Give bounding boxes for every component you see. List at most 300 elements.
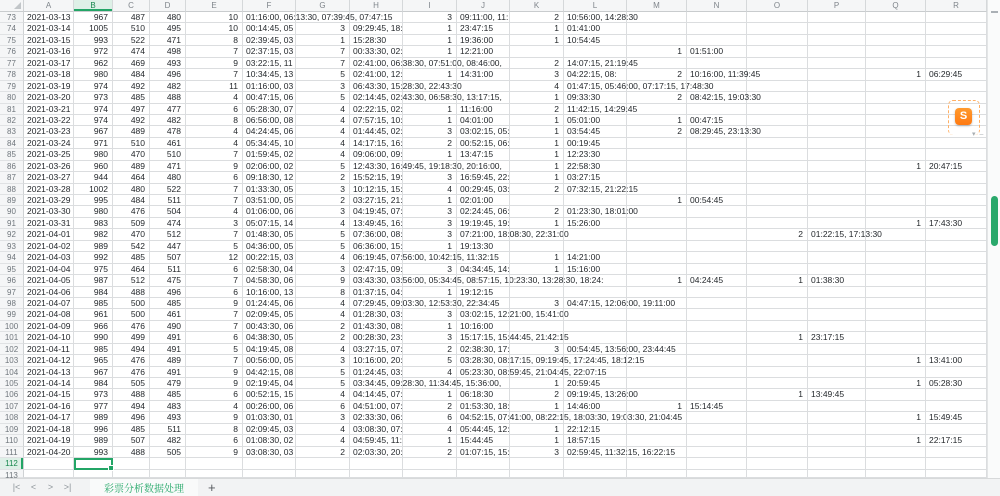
cell-P75[interactable] [808,35,866,46]
cell-E100[interactable]: 7 [186,321,243,332]
cell-P88[interactable] [808,184,866,195]
cell-K96[interactable] [510,275,564,286]
cell-P104[interactable] [808,367,866,378]
cell-C111[interactable]: 488 [113,447,150,458]
cell-K81[interactable]: 2 [510,104,564,115]
cell-Q100[interactable] [866,321,926,332]
cell-J88[interactable]: 00:29:45, 03: [457,184,510,195]
add-sheet-button[interactable]: + [208,479,216,495]
cell-A90[interactable]: 2021-03-30 [24,206,74,217]
cell-L100[interactable] [564,321,627,332]
cell-I81[interactable]: 1 [403,104,457,115]
cell-J107[interactable]: 01:53:30, 18: [457,401,510,412]
cell-K79[interactable]: 4 [510,81,564,92]
row-header-102[interactable]: 102 [0,344,24,355]
cell-B93[interactable]: 989 [74,241,113,252]
cell-R90[interactable] [926,206,987,217]
cell-L111[interactable]: 02:59:45, 11:32:15, 16:22:15 [564,447,627,458]
cell-E104[interactable]: 9 [186,367,243,378]
cell-O90[interactable] [747,206,808,217]
cell-A103[interactable]: 2021-04-12 [24,355,74,366]
cell-L98[interactable]: 04:47:15, 12:06:00, 19:11:00 [564,298,627,309]
cell-O111[interactable] [747,447,808,458]
cell-E97[interactable]: 6 [186,287,243,298]
cell-D75[interactable]: 471 [150,35,186,46]
cell-D104[interactable]: 491 [150,367,186,378]
cell-J97[interactable]: 19:12:15 [457,287,510,298]
cell-C82[interactable]: 492 [113,115,150,126]
cell-G74[interactable]: 3 [296,23,350,34]
cell-E112[interactable] [186,458,243,469]
cell-L82[interactable]: 05:01:00 [564,115,627,126]
cell-A84[interactable]: 2021-03-24 [24,138,74,149]
cell-K87[interactable]: 1 [510,172,564,183]
cell-K102[interactable]: 3 [510,344,564,355]
cell-M109[interactable] [627,424,687,435]
cell-P98[interactable] [808,298,866,309]
cell-D110[interactable]: 482 [150,435,186,446]
cell-F103[interactable]: 00:56:00, 05 [243,355,296,366]
cell-E86[interactable]: 9 [186,161,243,172]
cell-F85[interactable]: 01:59:45, 02 [243,149,296,160]
cell-L93[interactable] [564,241,627,252]
cell-M86[interactable] [627,161,687,172]
cell-G86[interactable]: 5 [296,161,350,172]
cell-D107[interactable]: 483 [150,401,186,412]
fill-handle[interactable] [108,465,114,471]
cell-G77[interactable]: 7 [296,58,350,69]
cell-J80[interactable] [457,92,510,103]
cell-A80[interactable]: 2021-03-20 [24,92,74,103]
cell-G89[interactable]: 2 [296,195,350,206]
scroll-up-icon[interactable] [991,11,998,13]
cell-C96[interactable]: 512 [113,275,150,286]
column-header-J[interactable]: J [457,0,510,12]
row-header-105[interactable]: 105 [0,378,24,389]
cell-L97[interactable] [564,287,627,298]
cell-H102[interactable]: 03:27:15, 07: [350,344,403,355]
cell-E84[interactable]: 4 [186,138,243,149]
cell-F84[interactable]: 05:34:45, 10 [243,138,296,149]
cell-P83[interactable] [808,126,866,137]
cell-I91[interactable]: 3 [403,218,457,229]
cell-E83[interactable]: 4 [186,126,243,137]
cell-N80[interactable]: 08:42:15, 19:03:30 [687,92,747,103]
cell-Q104[interactable] [866,367,926,378]
cell-G97[interactable]: 8 [296,287,350,298]
cell-I88[interactable]: 4 [403,184,457,195]
cell-R95[interactable] [926,264,987,275]
cell-J74[interactable]: 23:47:15 [457,23,510,34]
cell-B111[interactable]: 993 [74,447,113,458]
cell-E87[interactable]: 6 [186,172,243,183]
row-header-106[interactable]: 106 [0,389,24,400]
cell-C112[interactable] [113,458,150,469]
cell-B105[interactable]: 984 [74,378,113,389]
cell-N76[interactable]: 01:51:00 [687,46,747,57]
cell-C101[interactable]: 499 [113,332,150,343]
cell-J99[interactable]: 03:02:15, 12:21:00, 15:41:00 [457,309,510,320]
cell-G81[interactable]: 4 [296,104,350,115]
cell-J87[interactable]: 16:59:45, 22: [457,172,510,183]
cell-Q111[interactable] [866,447,926,458]
cell-K98[interactable]: 3 [510,298,564,309]
cell-R99[interactable] [926,309,987,320]
cell-G106[interactable]: 4 [296,389,350,400]
cell-N83[interactable]: 08:29:45, 23:13:30 [687,126,747,137]
cell-F82[interactable]: 06:56:00, 08 [243,115,296,126]
cell-D113[interactable] [150,470,186,478]
cell-R106[interactable] [926,389,987,400]
cell-E79[interactable]: 11 [186,81,243,92]
cell-G76[interactable]: 7 [296,46,350,57]
cell-R105[interactable]: 05:28:30 [926,378,987,389]
cell-O84[interactable] [747,138,808,149]
cell-D74[interactable]: 495 [150,23,186,34]
cell-R75[interactable] [926,35,987,46]
row-header-111[interactable]: 111 [0,447,24,458]
cell-B78[interactable]: 980 [74,69,113,80]
cell-E78[interactable]: 7 [186,69,243,80]
cell-B94[interactable]: 992 [74,252,113,263]
cell-A98[interactable]: 2021-04-07 [24,298,74,309]
cell-G90[interactable]: 3 [296,206,350,217]
cell-B82[interactable]: 974 [74,115,113,126]
cell-D109[interactable]: 511 [150,424,186,435]
cell-K93[interactable] [510,241,564,252]
cell-I107[interactable]: 2 [403,401,457,412]
cell-G100[interactable]: 2 [296,321,350,332]
cell-N82[interactable]: 00:47:15 [687,115,747,126]
cell-B97[interactable]: 984 [74,287,113,298]
cell-D76[interactable]: 498 [150,46,186,57]
cell-L75[interactable]: 10:54:45 [564,35,627,46]
cell-C95[interactable]: 464 [113,264,150,275]
cell-I86[interactable] [403,161,457,172]
cell-L84[interactable]: 00:19:45 [564,138,627,149]
cell-A86[interactable]: 2021-03-26 [24,161,74,172]
cell-H75[interactable]: 15:28:30 [350,35,403,46]
cell-O99[interactable] [747,309,808,320]
cell-D91[interactable]: 474 [150,218,186,229]
cell-N74[interactable] [687,23,747,34]
last-sheet-icon[interactable]: >| [63,482,72,492]
cell-I73[interactable]: 3 [403,12,457,23]
cell-B99[interactable]: 961 [74,309,113,320]
cell-R109[interactable] [926,424,987,435]
cell-J110[interactable]: 15:44:45 [457,435,510,446]
cell-L74[interactable]: 01:41:00 [564,23,627,34]
row-header-90[interactable]: 90 [0,206,24,217]
cell-N106[interactable] [687,389,747,400]
cell-G109[interactable]: 4 [296,424,350,435]
cell-J103[interactable]: 03:28:30, 08:17:15, 09:19:45, 17:24:45, 18:12:15 [457,355,510,366]
cell-H103[interactable]: 10:16:00, 20: [350,355,403,366]
cell-A97[interactable]: 2021-04-06 [24,287,74,298]
cell-K88[interactable]: 2 [510,184,564,195]
cell-I77[interactable] [403,58,457,69]
cell-A100[interactable]: 2021-04-09 [24,321,74,332]
cell-P105[interactable] [808,378,866,389]
cell-D80[interactable]: 488 [150,92,186,103]
cell-I92[interactable]: 3 [403,229,457,240]
cell-M93[interactable] [627,241,687,252]
cell-B107[interactable]: 977 [74,401,113,412]
cell-Q113[interactable] [866,470,926,478]
cell-M94[interactable] [627,252,687,263]
cell-G104[interactable]: 5 [296,367,350,378]
row-header-99[interactable]: 99 [0,309,24,320]
cell-Q78[interactable]: 1 [866,69,926,80]
cell-O79[interactable] [747,81,808,92]
cell-P99[interactable] [808,309,866,320]
cell-A94[interactable]: 2021-04-03 [24,252,74,263]
cell-H106[interactable]: 04:14:45, 07: [350,389,403,400]
cell-P109[interactable] [808,424,866,435]
cell-O103[interactable] [747,355,808,366]
cell-E73[interactable]: 10 [186,12,243,23]
cell-Q93[interactable] [866,241,926,252]
cell-I83[interactable]: 3 [403,126,457,137]
cell-E111[interactable]: 9 [186,447,243,458]
cell-D108[interactable]: 493 [150,412,186,423]
cell-N90[interactable] [687,206,747,217]
cell-P102[interactable] [808,344,866,355]
cell-Q99[interactable] [866,309,926,320]
cell-C73[interactable]: 487 [113,12,150,23]
cell-H83[interactable]: 01:44:45, 02: [350,126,403,137]
cell-K73[interactable]: 2 [510,12,564,23]
cell-R113[interactable] [926,470,987,478]
cell-R86[interactable]: 20:47:15 [926,161,987,172]
row-header-84[interactable]: 84 [0,138,24,149]
cell-G95[interactable]: 3 [296,264,350,275]
cell-F77[interactable]: 03:22:15, 11 [243,58,296,69]
cell-B73[interactable]: 967 [74,12,113,23]
cell-E106[interactable]: 6 [186,389,243,400]
cell-Q77[interactable] [866,58,926,69]
cell-Q74[interactable] [866,23,926,34]
cell-G103[interactable]: 3 [296,355,350,366]
cell-N113[interactable] [687,470,747,478]
cell-D82[interactable]: 482 [150,115,186,126]
cell-P100[interactable] [808,321,866,332]
cell-C110[interactable]: 507 [113,435,150,446]
cell-G93[interactable]: 5 [296,241,350,252]
cell-I94[interactable] [403,252,457,263]
cell-I106[interactable]: 1 [403,389,457,400]
cell-B86[interactable]: 960 [74,161,113,172]
cell-N97[interactable] [687,287,747,298]
cell-I85[interactable]: 1 [403,149,457,160]
cell-D101[interactable]: 491 [150,332,186,343]
cell-A104[interactable]: 2021-04-13 [24,367,74,378]
cell-R85[interactable] [926,149,987,160]
cell-M100[interactable] [627,321,687,332]
cell-L88[interactable]: 07:32:15, 21:22:15 [564,184,627,195]
cell-M73[interactable] [627,12,687,23]
cell-D88[interactable]: 522 [150,184,186,195]
cell-N79[interactable] [687,81,747,92]
cell-G88[interactable]: 3 [296,184,350,195]
cell-O106[interactable]: 1 [747,389,808,400]
cell-B108[interactable]: 989 [74,412,113,423]
cell-L76[interactable] [564,46,627,57]
cell-R87[interactable] [926,172,987,183]
next-sheet-icon[interactable]: > [47,482,54,492]
cell-H77[interactable]: 02:41:00, 06:38:30, 07:51:00, 08:46:00, [350,58,403,69]
cell-L80[interactable]: 09:33:30 [564,92,627,103]
cell-P91[interactable] [808,218,866,229]
cell-E89[interactable]: 7 [186,195,243,206]
cell-A96[interactable]: 2021-04-05 [24,275,74,286]
cell-M90[interactable] [627,206,687,217]
cell-O75[interactable] [747,35,808,46]
cell-P96[interactable]: 01:38:30 [808,275,866,286]
cell-D85[interactable]: 510 [150,149,186,160]
cell-F89[interactable]: 03:51:00, 05 [243,195,296,206]
cell-J75[interactable]: 19:36:00 [457,35,510,46]
cell-P113[interactable] [808,470,866,478]
cell-L113[interactable] [564,470,627,478]
column-header-Q[interactable]: Q [866,0,926,12]
cell-P107[interactable] [808,401,866,412]
cell-O112[interactable] [747,458,808,469]
cell-P87[interactable] [808,172,866,183]
cell-Q102[interactable] [866,344,926,355]
cell-R103[interactable]: 13:41:00 [926,355,987,366]
cell-R89[interactable] [926,195,987,206]
cell-L89[interactable] [564,195,627,206]
cell-A73[interactable]: 2021-03-13 [24,12,74,23]
cell-H98[interactable]: 07:29:45, 09:03:30, 12:53:30, 22:34:45 [350,298,403,309]
cell-M74[interactable] [627,23,687,34]
cell-B95[interactable]: 975 [74,264,113,275]
cell-A78[interactable]: 2021-03-18 [24,69,74,80]
cell-P84[interactable] [808,138,866,149]
cell-C113[interactable] [113,470,150,478]
cell-G110[interactable]: 4 [296,435,350,446]
cell-L112[interactable] [564,458,627,469]
cell-O89[interactable] [747,195,808,206]
cell-K91[interactable]: 1 [510,218,564,229]
cell-N81[interactable] [687,104,747,115]
cell-P76[interactable] [808,46,866,57]
cell-D78[interactable]: 496 [150,69,186,80]
cell-L99[interactable] [564,309,627,320]
cell-J106[interactable]: 06:18:30 [457,389,510,400]
cell-N104[interactable] [687,367,747,378]
cell-P93[interactable] [808,241,866,252]
cell-K95[interactable]: 1 [510,264,564,275]
cell-M110[interactable] [627,435,687,446]
column-header-A[interactable]: A [24,0,74,12]
cell-L79[interactable]: 01:47:15, 05:46:00, 07:17:15, 17:48:30 [564,81,627,92]
cell-A87[interactable]: 2021-03-27 [24,172,74,183]
cell-E88[interactable]: 7 [186,184,243,195]
cell-I111[interactable]: 2 [403,447,457,458]
cell-J81[interactable]: 11:16:00 [457,104,510,115]
cell-F113[interactable] [243,470,296,478]
cell-O74[interactable] [747,23,808,34]
cell-G79[interactable]: 3 [296,81,350,92]
cell-Q91[interactable]: 1 [866,218,926,229]
cell-R101[interactable] [926,332,987,343]
row-header-82[interactable]: 82 [0,115,24,126]
cell-D93[interactable]: 447 [150,241,186,252]
cell-A91[interactable]: 2021-03-31 [24,218,74,229]
cell-E103[interactable]: 7 [186,355,243,366]
cell-M111[interactable] [627,447,687,458]
cell-D112[interactable] [150,458,186,469]
cell-D73[interactable]: 480 [150,12,186,23]
cell-J86[interactable] [457,161,510,172]
cell-N100[interactable] [687,321,747,332]
cell-G112[interactable] [296,458,350,469]
cell-A83[interactable]: 2021-03-23 [24,126,74,137]
cell-H97[interactable]: 01:37:15, 04: [350,287,403,298]
cell-F110[interactable]: 01:08:30, 02 [243,435,296,446]
cell-G108[interactable]: 3 [296,412,350,423]
cell-E80[interactable]: 4 [186,92,243,103]
promo-s-icon[interactable]: S [955,108,972,125]
cell-H110[interactable]: 04:59:45, 11: [350,435,403,446]
cell-M88[interactable] [627,184,687,195]
cell-O108[interactable] [747,412,808,423]
cell-H73[interactable] [350,12,403,23]
cell-F104[interactable]: 04:42:15, 08 [243,367,296,378]
cell-J95[interactable]: 04:34:45, 14: [457,264,510,275]
cell-M91[interactable] [627,218,687,229]
cell-J108[interactable]: 04:52:15, 07:41:00, 08:22:15, 18:03:30, 19:03:30, 21:04:45 [457,412,510,423]
cell-L86[interactable]: 22:58:30 [564,161,627,172]
cell-Q87[interactable] [866,172,926,183]
cell-L105[interactable]: 20:59:45 [564,378,627,389]
cell-J83[interactable]: 03:02:15, 05: [457,126,510,137]
cell-F92[interactable]: 01:48:30, 05 [243,229,296,240]
cell-K112[interactable] [510,458,564,469]
row-header-110[interactable]: 110 [0,435,24,446]
cell-I99[interactable]: 3 [403,309,457,320]
cell-O102[interactable] [747,344,808,355]
cell-J113[interactable] [457,470,510,478]
cell-E102[interactable]: 5 [186,344,243,355]
cell-H89[interactable]: 03:27:15, 21: [350,195,403,206]
cell-Q94[interactable] [866,252,926,263]
cell-L101[interactable] [564,332,627,343]
cell-O77[interactable] [747,58,808,69]
cell-L92[interactable] [564,229,627,240]
cell-J102[interactable]: 02:38:30, 17: [457,344,510,355]
cell-K77[interactable]: 2 [510,58,564,69]
cell-R93[interactable] [926,241,987,252]
row-header-74[interactable]: 74 [0,23,24,34]
cell-G83[interactable]: 4 [296,126,350,137]
cell-E110[interactable]: 6 [186,435,243,446]
cell-D81[interactable]: 477 [150,104,186,115]
cell-M92[interactable] [627,229,687,240]
cell-M113[interactable] [627,470,687,478]
cell-I80[interactable] [403,92,457,103]
cell-H95[interactable]: 02:47:15, 09: [350,264,403,275]
cell-H79[interactable]: 06:43:30, 15:28:30, 22:43:30 [350,81,403,92]
cell-E77[interactable]: 9 [186,58,243,69]
cell-A111[interactable]: 2021-04-20 [24,447,74,458]
row-header-77[interactable]: 77 [0,58,24,69]
row-header-83[interactable]: 83 [0,126,24,137]
cell-K113[interactable] [510,470,564,478]
cell-D99[interactable]: 461 [150,309,186,320]
